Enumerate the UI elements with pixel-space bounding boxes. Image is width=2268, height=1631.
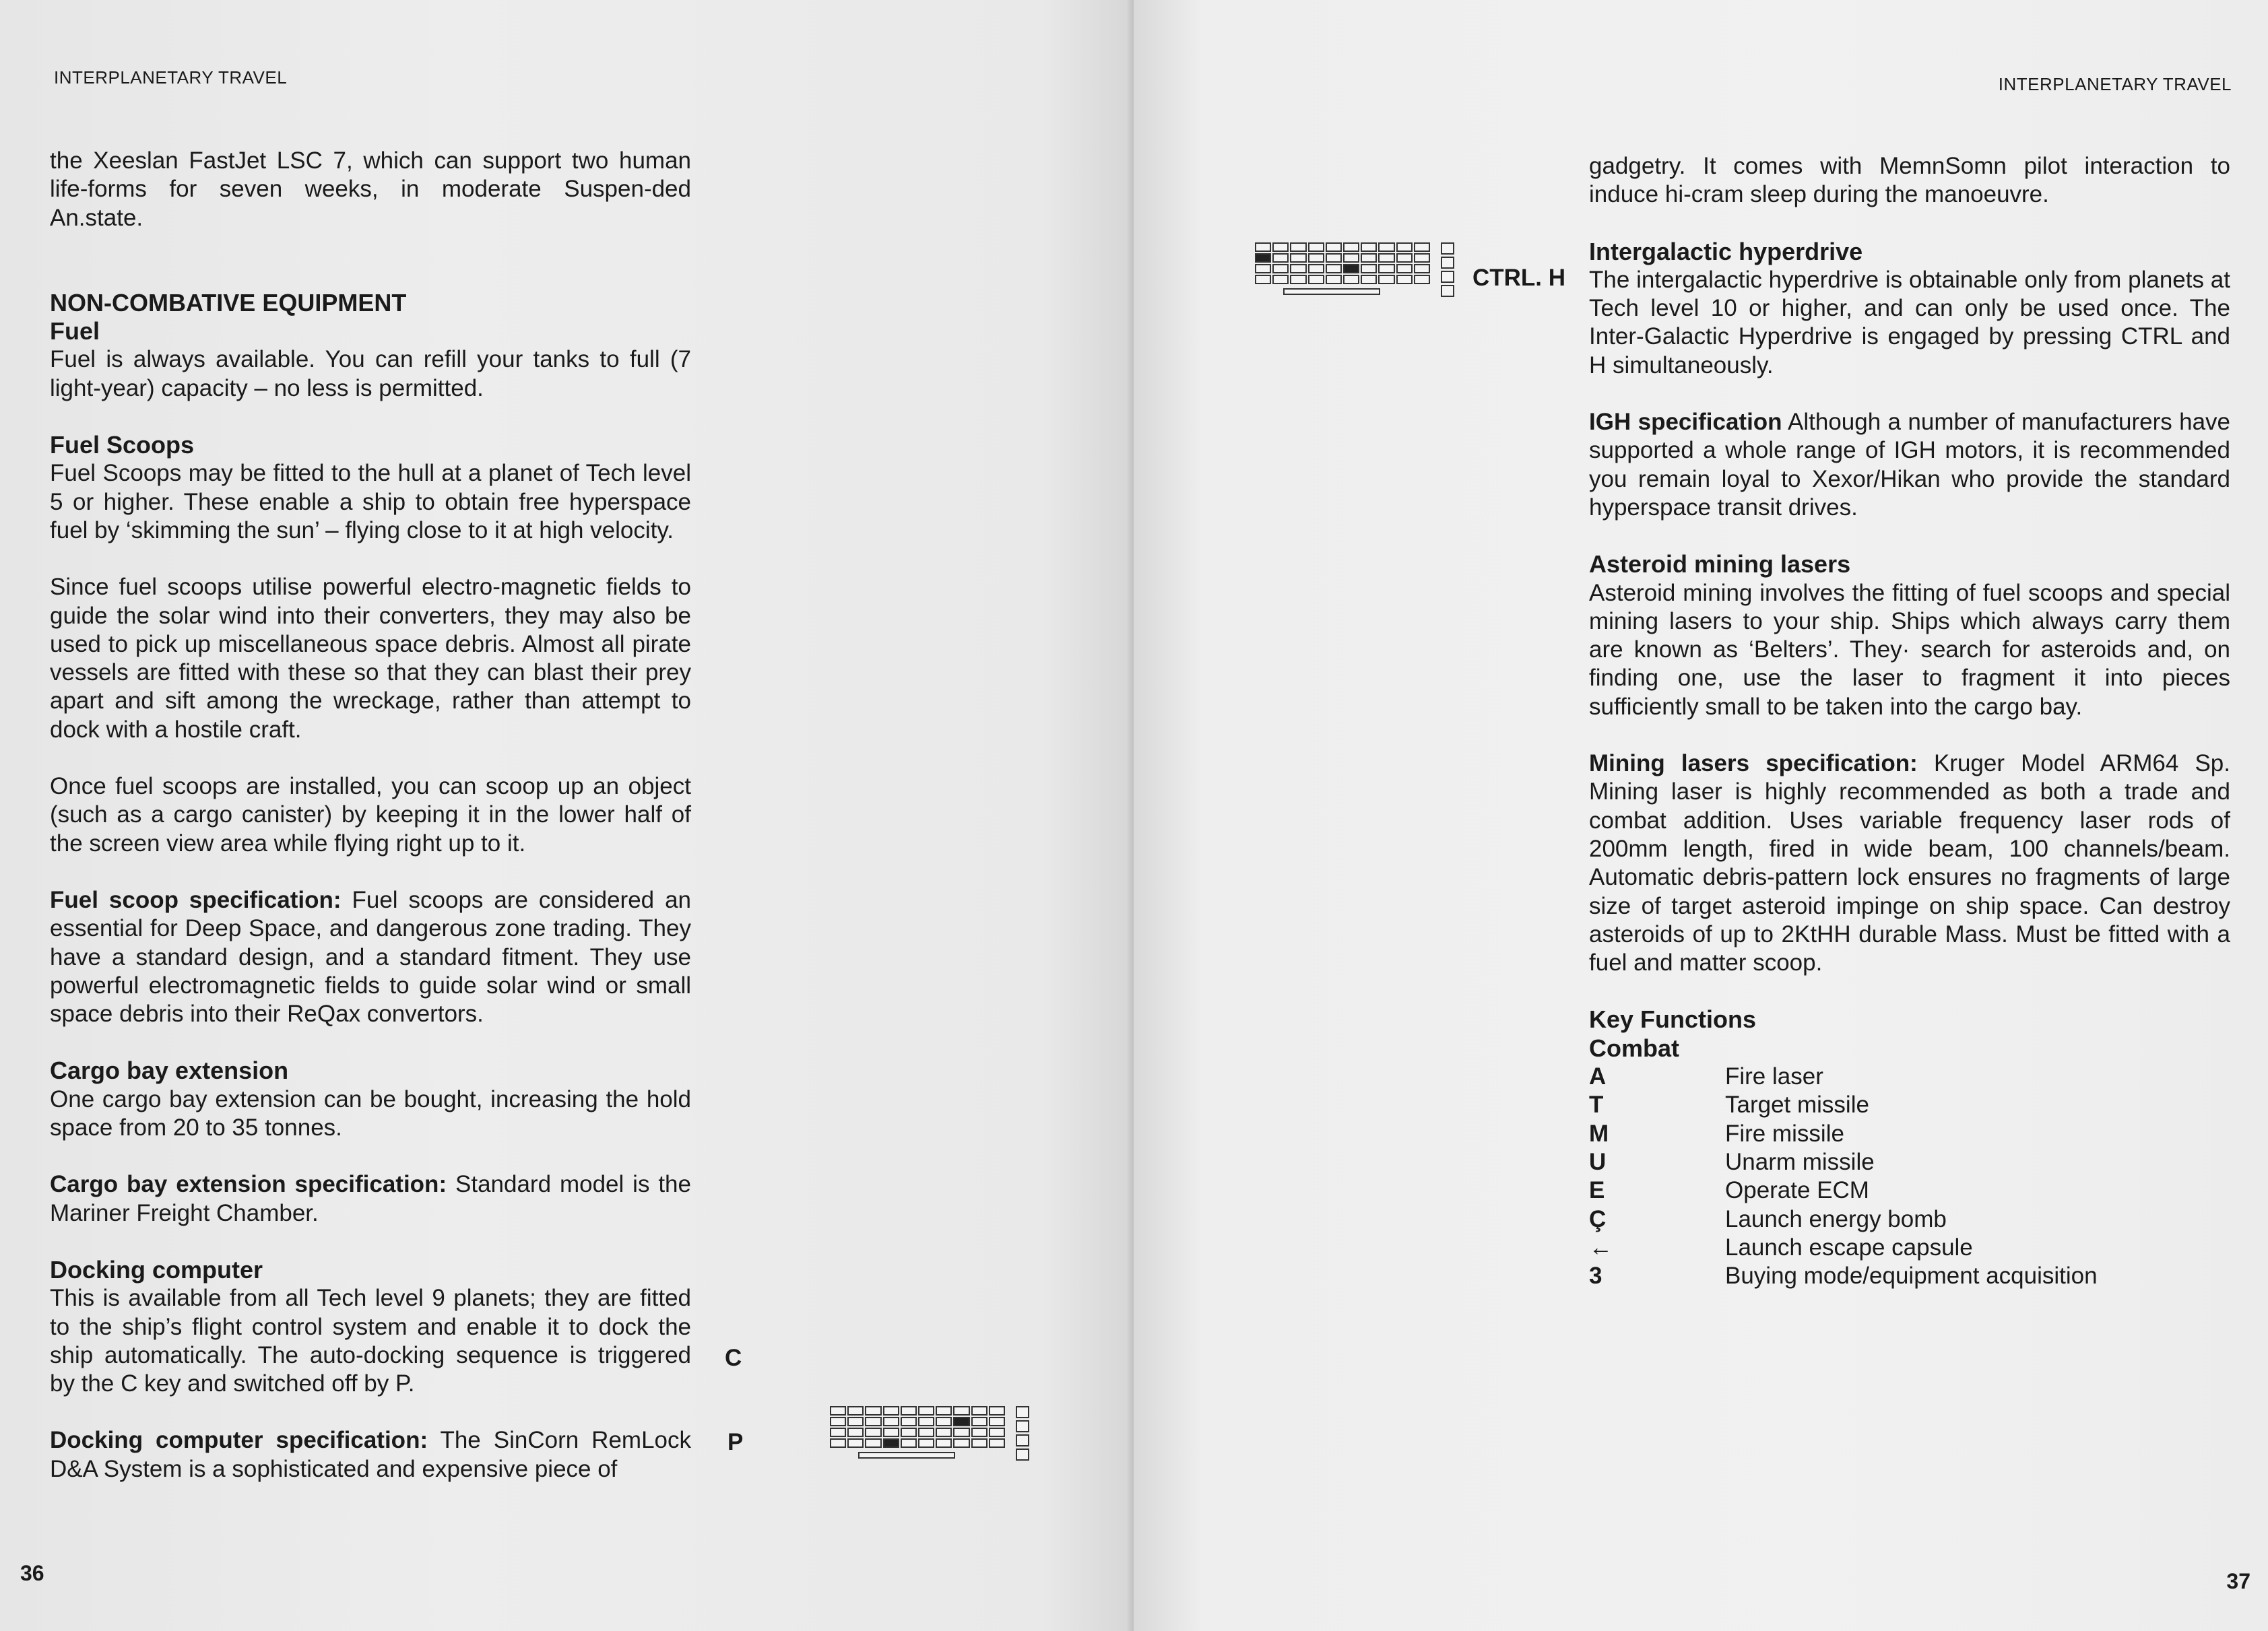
key-function-key: E: [1589, 1177, 1605, 1204]
running-head: INTERPLANETARY TRAVEL: [1998, 74, 2232, 94]
intro-paragraph: the Xeeslan FastJet LSC 7, which can support two human life-forms for seven weeks, in moderate Suspen-ded An.state.: [50, 147, 691, 231]
running-head: INTERPLANETARY TRAVEL: [54, 67, 288, 88]
keyboard-key: [1308, 275, 1324, 284]
keyboard-key: [971, 1428, 987, 1437]
keyboard-key: [1308, 253, 1324, 263]
keyboard-key: [1378, 242, 1394, 252]
key-function-key: 3: [1589, 1263, 1602, 1290]
keyboard-key: [830, 1428, 846, 1437]
keyboard-key: [1308, 242, 1324, 252]
margin-key-ctrl-h: CTRL. H: [1472, 265, 1566, 291]
fuel-paragraph: Fuel is always available. You can refill your tanks to full (7 light-year) capacity – no less is permitted.: [50, 346, 691, 401]
hyperdrive-paragraph: The intergalactic hyperdrive is obtainable only from planets at Tech level 10 or higher, and can only be used once. The Inter-Galactic Hyperdrive is engaged by pressing CTRL and H simultaneously.: [1589, 266, 2230, 378]
keyboard-key: [1378, 264, 1394, 273]
cargo-bay-heading: Cargo bay extension: [50, 1057, 289, 1085]
spec-text: Fuel scoops are considered an essential for Deep Space, and dangerous zone trading. They have a standard design, and a standard fitment. They use powerful electromagnetic fields to guide solar wind or small space debris into their ReQax convertors.: [50, 886, 692, 1028]
keyboard-key: [953, 1406, 969, 1416]
keyboard-side-keys: [1016, 1406, 1029, 1463]
keyboard-key: [989, 1428, 1005, 1437]
keyboard-key: [918, 1417, 934, 1426]
keyboard-keys: [1255, 242, 1430, 284]
asteroid-heading: Asteroid mining lasers: [1589, 550, 1851, 578]
fuel-scoops-paragraph-3: Once fuel scoops are installed, you can scoop up an object (such as a cargo canister) by keeping it in the lower half of the screen view area while flying right up to it.: [50, 773, 691, 857]
mining-spec-paragraph: [1589, 750, 2230, 977]
keyboard-key: [847, 1417, 864, 1426]
key-function-action: Buying mode/equipment acquisition: [1725, 1263, 2098, 1290]
keyboard-key: [883, 1428, 899, 1437]
keyboard-key: [1255, 275, 1271, 284]
asteroid-paragraph: Asteroid mining involves the fitting of fuel scoops and special mining lasers to your ship. Ships which always carry them are known as ‘Belters’. They· search for asteroids and, on finding one, use the laser to fragment it into pieces sufficiently small to be taken into the cargo bay.: [1589, 579, 2230, 720]
keyboard-key: [989, 1438, 1005, 1448]
keyboard-key: [971, 1438, 987, 1448]
key-function-key: T: [1589, 1092, 1604, 1119]
keyboard-key: [1361, 253, 1377, 263]
keyboard-key: [1255, 242, 1271, 252]
cargo-bay-spec-paragraph: [50, 1170, 691, 1228]
keyboard-key: [1290, 275, 1306, 284]
keyboard-key: [936, 1438, 952, 1448]
key-functions-heading: Key Functions: [1589, 1005, 1757, 1034]
keyboard-key: [936, 1406, 952, 1416]
keyboard-key: [1414, 275, 1430, 284]
keyboard-keys: [830, 1406, 1005, 1448]
keyboard-key: [1343, 264, 1359, 273]
section-title: NON-COMBATIVE EQUIPMENT: [50, 288, 407, 317]
keyboard-key: [847, 1428, 864, 1437]
key-function-row: [1589, 1234, 2098, 1262]
fuel-scoops-paragraph-2: Since fuel scoops utilise powerful electro-magnetic fields to guide the solar wind into their converters, they may also be used to pick up miscellaneous space debris. Almost all pirate vessels are fitted with these so that they can blast their prey apart and sift among the wreckage, rather than attempt to dock with a hostile craft.: [50, 574, 691, 743]
key-function-row: [1589, 1148, 2098, 1176]
keyboard-key: [1396, 242, 1413, 252]
keyboard-key: [1378, 275, 1394, 284]
keyboard-key: [1361, 275, 1377, 284]
key-functions-table: [1589, 1063, 2098, 1290]
keyboard-key: [865, 1428, 881, 1437]
keyboard-key: [1414, 242, 1430, 252]
keyboard-key: [1255, 253, 1271, 263]
keyboard-key: [1272, 253, 1289, 263]
docking-paragraph: This is available from all Tech level 9 planets; they are fitted to the ship’s flight control system and enable it to dock the ship automatically. The auto-docking sequence is triggered by the C key and switched off by P.: [50, 1285, 691, 1397]
keyboard-key: [1272, 242, 1289, 252]
keyboard-key: [1396, 253, 1413, 263]
keyboard-key: [918, 1406, 934, 1416]
left-text-column: [50, 147, 691, 1484]
keyboard-spacebar: [1283, 288, 1380, 295]
key-function-action: Target missile: [1725, 1092, 1869, 1119]
fuel-scoops-paragraph-1: Fuel Scoops may be fitted to the hull at a planet of Tech level 5 or higher. These enable a ship to obtain free hyperspace fuel by ‘skimming the sun’ – flying close to it at high velocity.: [50, 460, 691, 543]
key-function-key: U: [1589, 1148, 1607, 1175]
keyboard-key: [918, 1438, 934, 1448]
key-function-action: Operate ECM: [1725, 1177, 1869, 1204]
fuel-heading: Fuel: [50, 317, 100, 345]
keyboard-key: [865, 1438, 881, 1448]
keyboard-key: [1290, 253, 1306, 263]
keyboard-key: [1255, 264, 1271, 273]
margin-key-c: C: [725, 1345, 742, 1371]
key-function-action: Unarm missile: [1725, 1148, 1875, 1175]
keyboard-diagram-icon: [1255, 242, 1470, 296]
keyboard-key: [883, 1406, 899, 1416]
keyboard-key: [830, 1417, 846, 1426]
keyboard-key: [1326, 253, 1342, 263]
keyboard-key: [883, 1417, 899, 1426]
keyboard-key: [901, 1406, 917, 1416]
keyboard-key: [865, 1417, 881, 1426]
key-function-key: ←: [1589, 1234, 1613, 1261]
keyboard-key: [901, 1428, 917, 1437]
key-function-key: A: [1589, 1063, 1607, 1090]
keyboard-key: [953, 1438, 969, 1448]
key-function-row: [1589, 1176, 2098, 1205]
keyboard-key: [1290, 242, 1306, 252]
keyboard-key: [936, 1428, 952, 1437]
margin-key-p: P: [727, 1429, 744, 1455]
keyboard-key: [1414, 264, 1430, 273]
keyboard-key: [1396, 264, 1413, 273]
keyboard-key: [1361, 264, 1377, 273]
key-function-action: Fire laser: [1725, 1063, 1823, 1090]
keyboard-key: [936, 1417, 952, 1426]
spec-label: Mining lasers specification:: [1589, 750, 1918, 777]
keyboard-side-keys: [1441, 242, 1454, 299]
combat-subheading: Combat: [1589, 1034, 1679, 1062]
keyboard-diagram-icon: [830, 1406, 1032, 1460]
right-page: [1134, 0, 2268, 1631]
keyboard-key: [1326, 264, 1342, 273]
key-function-action: Launch escape capsule: [1725, 1234, 1973, 1261]
docking-spec-paragraph: [50, 1426, 691, 1484]
keyboard-key: [1361, 242, 1377, 252]
keyboard-key: [1272, 275, 1289, 284]
fuel-scoop-spec-paragraph: [50, 886, 691, 1028]
keyboard-key: [883, 1438, 899, 1448]
keyboard-key: [901, 1417, 917, 1426]
spec-label: IGH specification: [1589, 409, 1782, 436]
keyboard-key: [1343, 275, 1359, 284]
cargo-bay-paragraph: One cargo bay extension can be bought, increasing the hold space from 20 to 35 tonnes.: [50, 1086, 691, 1141]
page-number: 37: [2226, 1569, 2250, 1593]
keyboard-key: [953, 1417, 969, 1426]
keyboard-key: [1414, 253, 1430, 263]
keyboard-key: [1343, 253, 1359, 263]
keyboard-key: [989, 1417, 1005, 1426]
keyboard-key: [901, 1438, 917, 1448]
docking-heading: Docking computer: [50, 1255, 263, 1284]
page-number: 36: [20, 1561, 44, 1585]
spec-text: Kruger Model ARM64 Sp. Mining laser is highly recommended as both a trade and combat addition. Uses variable frequency laser rods of 200mm length, fired in wide beam, 100 channels/beam. Automatic debris-pattern lock ensures no fragments of large size of target asteroid impinge on ship space. Can destroy asteroids of up to 2KtHH durable Mass. Must be fitted with a fuel and matter scoop.: [1589, 750, 2231, 976]
keyboard-key: [1378, 253, 1394, 263]
hyperdrive-heading: Intergalactic hyperdrive: [1589, 237, 1863, 265]
keyboard-key: [830, 1406, 846, 1416]
keyboard-key: [865, 1406, 881, 1416]
keyboard-key: [1326, 242, 1342, 252]
keyboard-key: [1290, 264, 1306, 273]
igh-spec-paragraph: [1589, 408, 2230, 522]
keyboard-key: [1343, 242, 1359, 252]
keyboard-key: [971, 1406, 987, 1416]
spec-text: The SinCorn RemLock D&A System is a sophisticated and expensive piece of: [50, 1427, 692, 1482]
spec-label: Fuel scoop specification:: [50, 886, 342, 913]
keyboard-key: [830, 1438, 846, 1448]
keyboard-key: [1272, 264, 1289, 273]
intro-paragraph: gadgetry. It comes with MemnSomn pilot interaction to induce hi-cram sleep during the manoeuvre.: [1589, 153, 2230, 208]
spec-label: Docking computer specification:: [50, 1427, 428, 1454]
spec-label: Cargo bay extension specification:: [50, 1171, 447, 1198]
key-function-action: Fire missile: [1725, 1120, 1844, 1147]
key-function-action: Launch energy bomb: [1725, 1205, 1947, 1232]
keyboard-key: [1326, 275, 1342, 284]
keyboard-key: [847, 1406, 864, 1416]
keyboard-key: [971, 1417, 987, 1426]
spec-text: Although a number of manufacturers have supported a whole range of IGH motors, it is recommended you remain loyal to Xexor/Hikan who provide the standard hyperspace transit drives.: [1589, 409, 2231, 521]
keyboard-key: [1308, 264, 1324, 273]
fuel-scoops-heading: Fuel Scoops: [50, 431, 195, 459]
keyboard-key: [918, 1428, 934, 1437]
keyboard-key: [847, 1438, 864, 1448]
key-function-row: [1589, 1262, 2098, 1290]
key-function-row: [1589, 1205, 2098, 1234]
spec-text: Standard model is the Mariner Freight Chamber.: [50, 1171, 691, 1226]
key-function-row: [1589, 1063, 2098, 1091]
key-function-key: Ç: [1589, 1205, 1607, 1232]
right-text-column: [1589, 152, 2230, 1290]
keyboard-key: [1396, 275, 1413, 284]
keyboard-spacebar: [858, 1452, 955, 1459]
keyboard-key: [989, 1406, 1005, 1416]
key-function-row: [1589, 1120, 2098, 1148]
key-function-key: M: [1589, 1120, 1609, 1147]
keyboard-key: [953, 1428, 969, 1437]
key-function-row: [1589, 1091, 2098, 1119]
